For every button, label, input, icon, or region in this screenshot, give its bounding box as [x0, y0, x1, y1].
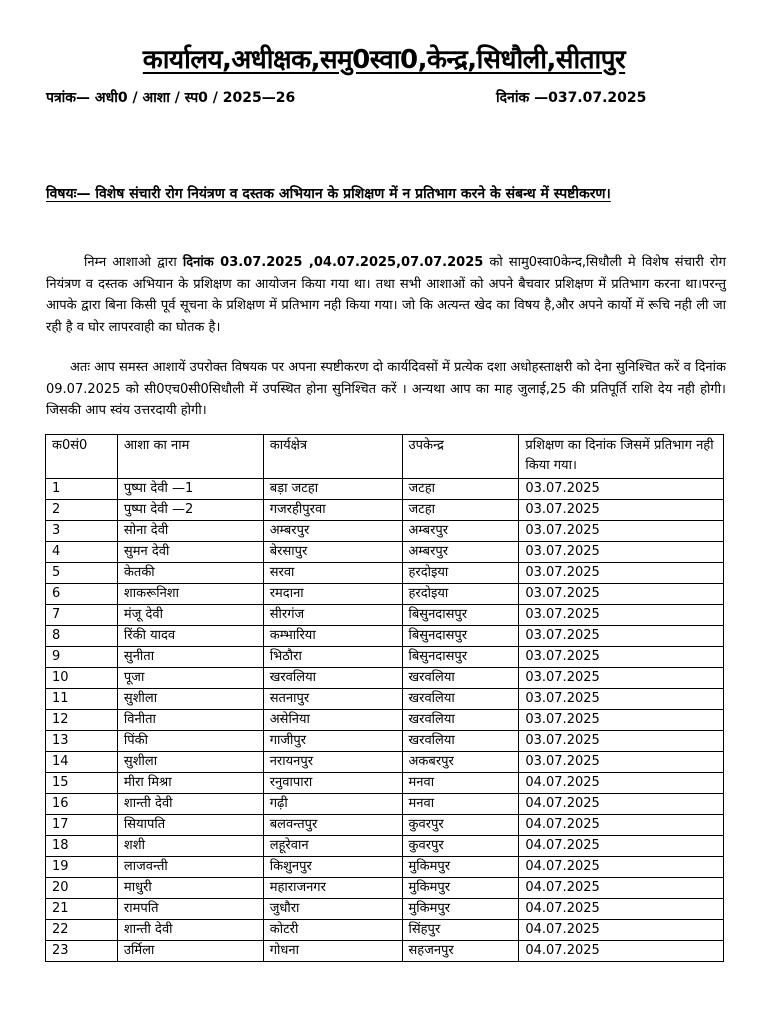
table-row [46, 500, 724, 521]
cell-asha-name: सुमन देवी [117, 542, 263, 563]
table-row [46, 647, 724, 668]
cell-work-area: गढ़ी [263, 794, 402, 815]
cell-asha-name: पुष्पा देवी —2 [117, 500, 263, 521]
cell-asha-name: सोना देवी [117, 521, 263, 542]
table-row [46, 584, 724, 605]
cell-asha-name: रिंकी यादव [117, 626, 263, 647]
table-row [46, 710, 724, 731]
cell-asha-name: उर्मिला [117, 941, 263, 962]
training-dates: दिनांक 03.07.2025 ,04.07.2025,07.07.2025 [182, 255, 484, 270]
cell-missed-date: 03.07.2025 [519, 584, 724, 605]
cell-serial: 9 [46, 647, 118, 668]
table-row [46, 857, 724, 878]
table-row [46, 794, 724, 815]
cell-serial: 1 [46, 479, 118, 500]
table-row [46, 689, 724, 710]
cell-asha-name: सुशीला [117, 689, 263, 710]
cell-missed-date: 04.07.2025 [519, 857, 724, 878]
cell-serial: 5 [46, 563, 118, 584]
cell-work-area: गोधना [263, 941, 402, 962]
cell-subcentre: अम्बरपुर [402, 521, 519, 542]
cell-subcentre: जटहा [402, 500, 519, 521]
cell-subcentre: खरवलिया [402, 668, 519, 689]
cell-work-area: गाजीपुर [263, 731, 402, 752]
table-row [46, 920, 724, 941]
asha-absentee-table [45, 434, 724, 962]
cell-work-area: बड़ा जटहा [263, 479, 402, 500]
cell-subcentre: सहजनपुर [402, 941, 519, 962]
cell-serial: 17 [46, 815, 118, 836]
cell-work-area: बलवन्तपुर [263, 815, 402, 836]
cell-serial: 11 [46, 689, 118, 710]
cell-work-area: किशुनपुर [263, 857, 402, 878]
cell-missed-date: 04.07.2025 [519, 941, 724, 962]
cell-work-area: गजरहीपुरवा [263, 500, 402, 521]
office-title: कार्यालय,अधीक्षक,समु0स्वा0,केन्द्र,सिधौली,सीतापुर [142, 45, 626, 75]
cell-subcentre: हरदोइया [402, 563, 519, 584]
cell-missed-date: 03.07.2025 [519, 626, 724, 647]
cell-subcentre: खरवलिया [402, 710, 519, 731]
table-row [46, 815, 724, 836]
col-header-asha-name: आशा का नाम [117, 435, 263, 479]
table-row [46, 563, 724, 584]
cell-missed-date: 03.07.2025 [519, 710, 724, 731]
cell-asha-name: पूजा [117, 668, 263, 689]
table-row [46, 941, 724, 962]
table-row [46, 479, 724, 500]
table-row [46, 899, 724, 920]
cell-subcentre: मुकिमपुर [402, 878, 519, 899]
cell-serial: 6 [46, 584, 118, 605]
table-row [46, 731, 724, 752]
cell-missed-date: 03.07.2025 [519, 668, 724, 689]
cell-subcentre: बिसुनदासपुर [402, 626, 519, 647]
table-row [46, 542, 724, 563]
table-row [46, 878, 724, 899]
col-header-subcentre: उपकेन्द्र [402, 435, 519, 479]
cell-asha-name: शान्ती देवी [117, 920, 263, 941]
cell-serial: 3 [46, 521, 118, 542]
cell-asha-name: लाजवन्ती [117, 857, 263, 878]
cell-serial: 19 [46, 857, 118, 878]
col-header-work-area: कार्यक्षेत्र [263, 435, 402, 479]
p1-text-end: को सामु0स्वा0केन्द,सिधौली मे विशेष संचारी रोग नियंत्रण व दस्तक अभियान के प्रशिक्षण का आयोजन किया गया था। तथा सभी आशाओं को अपने बैचवार प्रशिक्षण में प्रतिभाग करना था।परन्तु आपके द्वारा बिना किसी पूर्व सूचना के प्रशिक्षण में प्रतिभाग नही किया गया। जो कि अत्यन्त खेद का विषय है,और अपने कार्यो में रूचि नही ली जा रही है व घोर लापरवाही का घोतक है। [46, 255, 726, 335]
cell-missed-date: 03.07.2025 [519, 605, 724, 626]
cell-serial: 22 [46, 920, 118, 941]
cell-serial: 21 [46, 899, 118, 920]
cell-work-area: खरवलिया [263, 668, 402, 689]
cell-missed-date: 03.07.2025 [519, 731, 724, 752]
cell-subcentre: खरवलिया [402, 731, 519, 752]
cell-work-area: अम्बरपुर [263, 521, 402, 542]
cell-missed-date: 03.07.2025 [519, 752, 724, 773]
cell-missed-date: 03.07.2025 [519, 500, 724, 521]
cell-serial: 16 [46, 794, 118, 815]
cell-missed-date: 04.07.2025 [519, 815, 724, 836]
cell-serial: 13 [46, 731, 118, 752]
cell-work-area: सीरगंज [263, 605, 402, 626]
cell-subcentre: अम्बरपुर [402, 542, 519, 563]
cell-subcentre: मुकिमपुर [402, 899, 519, 920]
cell-missed-date: 04.07.2025 [519, 878, 724, 899]
letter-number: पत्रांक— अधी0 / आशा / स्प0 / 2025—26 [46, 90, 296, 106]
cell-work-area: सरवा [263, 563, 402, 584]
cell-asha-name: सुशीला [117, 752, 263, 773]
cell-serial: 15 [46, 773, 118, 794]
cell-asha-name: रामपति [117, 899, 263, 920]
cell-subcentre: मनवा [402, 773, 519, 794]
cell-subcentre: बिसुनदासपुर [402, 605, 519, 626]
table-header-row [46, 435, 724, 479]
cell-asha-name: पुष्पा देवी —1 [117, 479, 263, 500]
cell-work-area: कोटरी [263, 920, 402, 941]
subject-line: विषयः— विशेष संचारी रोग नियंत्रण व दस्तक अभियान के प्रशिक्षण में न प्रतिभाग करने के संबन्ध में स्पष्टीकरण। [46, 186, 611, 202]
cell-serial: 4 [46, 542, 118, 563]
cell-missed-date: 03.07.2025 [519, 647, 724, 668]
table-row [46, 521, 724, 542]
cell-subcentre: खरवलिया [402, 689, 519, 710]
body-paragraph-1 [46, 252, 726, 338]
cell-work-area: रनुवापारा [263, 773, 402, 794]
cell-work-area: बेरसापुर [263, 542, 402, 563]
table-row [46, 626, 724, 647]
col-header-serial: क0सं0 [46, 435, 118, 479]
cell-work-area: लहूरेवान [263, 836, 402, 857]
cell-work-area: नरायनपुर [263, 752, 402, 773]
cell-missed-date: 04.07.2025 [519, 836, 724, 857]
cell-missed-date: 03.07.2025 [519, 521, 724, 542]
table-row [46, 836, 724, 857]
cell-serial: 23 [46, 941, 118, 962]
cell-missed-date: 04.07.2025 [519, 773, 724, 794]
cell-asha-name: सुनीता [117, 647, 263, 668]
cell-asha-name: मीरा मिश्रा [117, 773, 263, 794]
cell-missed-date: 04.07.2025 [519, 794, 724, 815]
body-paragraph-2: अतः आप समस्त आशायें उपरोक्त विषयक पर अपना स्पष्टीकरण दो कार्यदिवसों में प्रत्येक दशा अधोहस्ताक्षरी को देना सुनिश्चित करें व दिनांक 09.07.2025 को सी0एच0सी0सिधौली में उपस्थित होना सुनिश्चित करें । अन्यथा आप का माह जुलाई,25 की प्रतिपूर्ति राशि देय नही होगी।जिसकी आप स्वंय उत्तरदायी होगी। [46, 360, 726, 418]
cell-serial: 12 [46, 710, 118, 731]
p1-text-start: निम्न आशाओ द्वारा [84, 255, 183, 270]
letter-date: दिनांक —037.07.2025 [496, 90, 647, 106]
cell-work-area: असेनिया [263, 710, 402, 731]
cell-missed-date: 03.07.2025 [519, 479, 724, 500]
cell-work-area: कम्भारिया [263, 626, 402, 647]
cell-serial: 20 [46, 878, 118, 899]
cell-subcentre: मुकिमपुर [402, 857, 519, 878]
cell-work-area: जुधौरा [263, 899, 402, 920]
cell-serial: 18 [46, 836, 118, 857]
table-body [46, 479, 724, 962]
cell-serial: 7 [46, 605, 118, 626]
cell-subcentre: कुवरपुर [402, 815, 519, 836]
cell-serial: 14 [46, 752, 118, 773]
table-row [46, 773, 724, 794]
cell-missed-date: 04.07.2025 [519, 920, 724, 941]
cell-work-area: सतनापुर [263, 689, 402, 710]
cell-work-area: रमदाना [263, 584, 402, 605]
cell-serial: 8 [46, 626, 118, 647]
cell-asha-name: केतकी [117, 563, 263, 584]
cell-asha-name: सियापति [117, 815, 263, 836]
cell-missed-date: 03.07.2025 [519, 542, 724, 563]
cell-asha-name: पिंकी [117, 731, 263, 752]
cell-subcentre: सिंहपुर [402, 920, 519, 941]
cell-missed-date: 04.07.2025 [519, 899, 724, 920]
cell-asha-name: मंजू देवी [117, 605, 263, 626]
cell-subcentre: मनवा [402, 794, 519, 815]
cell-work-area: भिठौरा [263, 647, 402, 668]
cell-missed-date: 03.07.2025 [519, 689, 724, 710]
cell-asha-name: शाकरूनिशा [117, 584, 263, 605]
table-row [46, 752, 724, 773]
cell-missed-date: 03.07.2025 [519, 563, 724, 584]
cell-asha-name: विनीता [117, 710, 263, 731]
cell-subcentre: हरदोइया [402, 584, 519, 605]
cell-subcentre: जटहा [402, 479, 519, 500]
cell-subcentre: कुवरपुर [402, 836, 519, 857]
table-row [46, 605, 724, 626]
cell-asha-name: शशी [117, 836, 263, 857]
cell-asha-name: माधुरी [117, 878, 263, 899]
cell-serial: 10 [46, 668, 118, 689]
cell-work-area: महाराजनगर [263, 878, 402, 899]
cell-subcentre: अकबरपुर [402, 752, 519, 773]
table-row [46, 668, 724, 689]
col-header-missed-date: प्रशिक्षण का दिनांक जिसमें प्रतिभाग नही किया गया। [519, 435, 724, 479]
cell-subcentre: बिसुनदासपुर [402, 647, 519, 668]
cell-serial: 2 [46, 500, 118, 521]
cell-asha-name: शान्ती देवी [117, 794, 263, 815]
